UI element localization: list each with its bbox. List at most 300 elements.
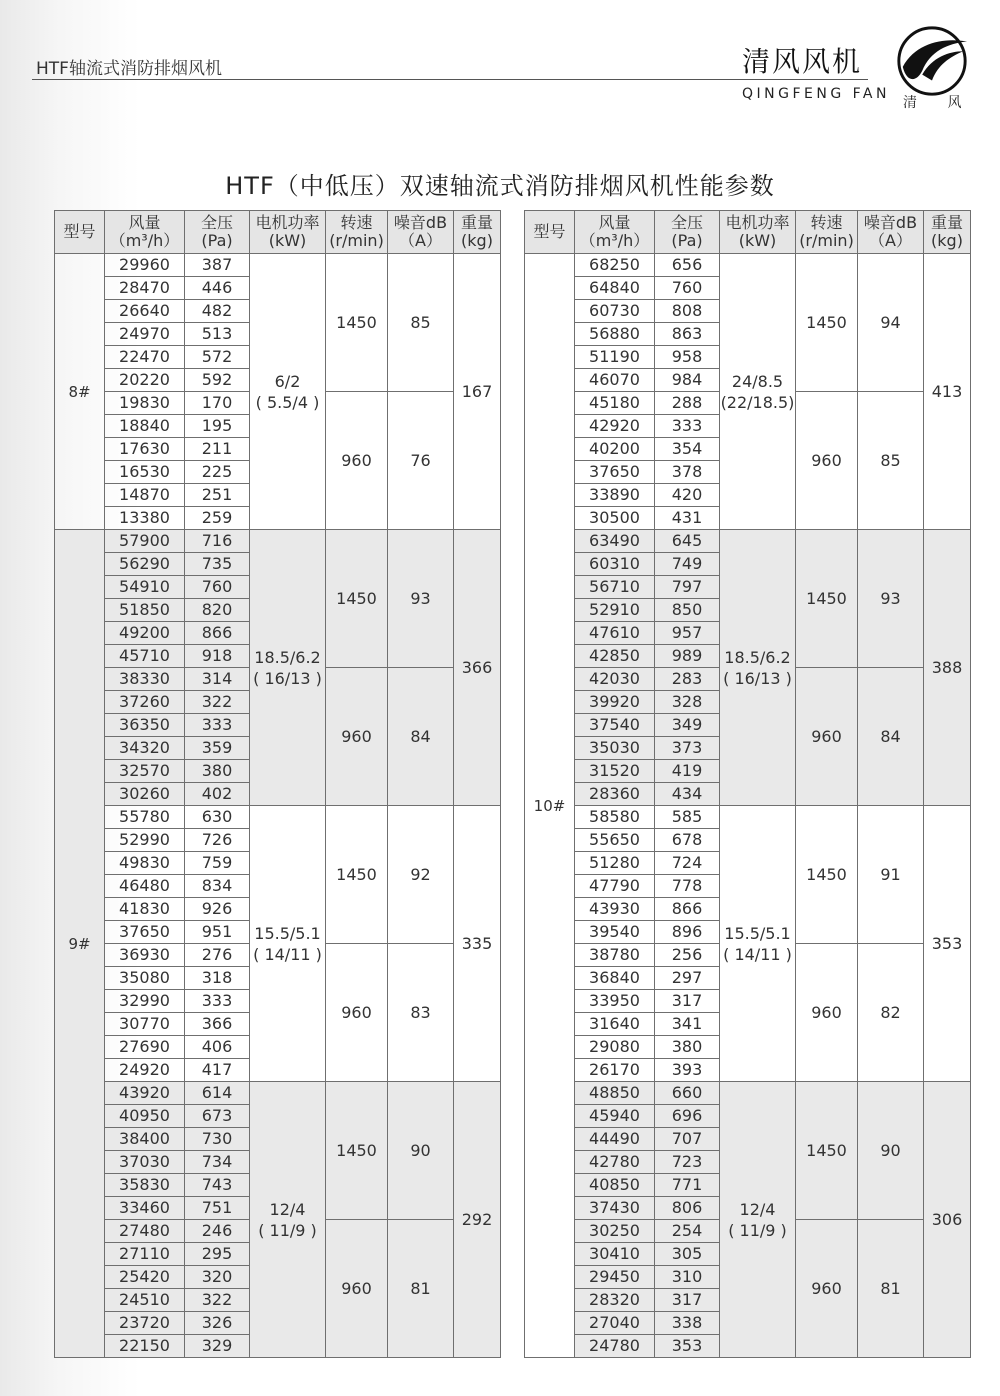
weight-cell: 353 [924, 806, 971, 1082]
pressure-cell: 329 [185, 1335, 250, 1358]
pressure-cell: 984 [655, 369, 720, 392]
pressure-cell: 482 [185, 300, 250, 323]
airflow-cell: 36350 [105, 714, 185, 737]
column-header-label: 型号 [63, 222, 96, 241]
airflow-cell: 30770 [105, 1013, 185, 1036]
speed-cell: 960 [326, 668, 388, 806]
airflow-cell: 42030 [575, 668, 655, 691]
speed-cell: 1450 [796, 530, 858, 668]
pressure-cell: 431 [655, 507, 720, 530]
airflow-cell: 37540 [575, 714, 655, 737]
table-row [525, 806, 971, 829]
pressure-cell: 866 [655, 898, 720, 921]
weight-cell: 388 [924, 530, 971, 806]
header-product-line: HTF轴流式消防排烟风机 [36, 59, 222, 79]
pressure-cell: 420 [655, 484, 720, 507]
pressure-cell: 259 [185, 507, 250, 530]
airflow-cell: 29080 [575, 1036, 655, 1059]
logo-caption: 清 风 [903, 95, 962, 111]
pressure-cell: 297 [655, 967, 720, 990]
speed-cell: 960 [326, 1220, 388, 1358]
column-header-unit: (kg) [931, 231, 963, 250]
airflow-cell: 19830 [105, 392, 185, 415]
table-row [55, 1082, 501, 1105]
pressure-cell: 850 [655, 599, 720, 622]
pressure-cell: 341 [655, 1013, 720, 1036]
column-header-label: 电机功率 [255, 213, 320, 232]
airflow-cell: 20220 [105, 369, 185, 392]
airflow-cell: 64840 [575, 277, 655, 300]
column-header [924, 211, 971, 254]
pressure-cell: 305 [655, 1243, 720, 1266]
pressure-cell: 314 [185, 668, 250, 691]
column-header-unit: (kW) [738, 231, 777, 250]
pressure-cell: 359 [185, 737, 250, 760]
model-cell: 9# [55, 530, 105, 1358]
column-header [655, 211, 720, 254]
pressure-cell: 863 [655, 323, 720, 346]
speed-cell: 960 [796, 1220, 858, 1358]
pressure-cell: 820 [185, 599, 250, 622]
airflow-cell: 43920 [105, 1082, 185, 1105]
motor-power-value: 12/4 [739, 1199, 776, 1219]
airflow-cell: 42920 [575, 415, 655, 438]
airflow-cell: 52990 [105, 829, 185, 852]
pressure-cell: 660 [655, 1082, 720, 1105]
airflow-cell: 28320 [575, 1289, 655, 1312]
airflow-cell: 34320 [105, 737, 185, 760]
airflow-cell: 40950 [105, 1105, 185, 1128]
pressure-cell: 630 [185, 806, 250, 829]
airflow-cell: 39540 [575, 921, 655, 944]
speed-cell: 960 [796, 944, 858, 1082]
airflow-cell: 36840 [575, 967, 655, 990]
pressure-cell: 735 [185, 553, 250, 576]
noise-cell: 92 [388, 806, 454, 944]
column-header [454, 211, 501, 254]
pressure-cell: 276 [185, 944, 250, 967]
motor-power-alt: ( 5.5/4 ) [255, 392, 320, 412]
airflow-cell: 57900 [105, 530, 185, 553]
noise-cell: 91 [858, 806, 924, 944]
speed-cell: 1450 [326, 254, 388, 392]
column-header-label: 风量 [128, 213, 161, 232]
pressure-cell: 288 [655, 392, 720, 415]
column-header-unit: (kW) [268, 231, 307, 250]
pressure-cell: 707 [655, 1128, 720, 1151]
weight-cell: 335 [454, 806, 501, 1082]
motor-power-cell [250, 254, 326, 530]
pressure-cell: 806 [655, 1197, 720, 1220]
pressure-cell: 734 [185, 1151, 250, 1174]
table-row [525, 530, 971, 553]
airflow-cell: 27690 [105, 1036, 185, 1059]
pressure-cell: 317 [655, 1289, 720, 1312]
airflow-cell: 30500 [575, 507, 655, 530]
motor-power-cell [720, 530, 796, 806]
airflow-cell: 45180 [575, 392, 655, 415]
airflow-cell: 49830 [105, 852, 185, 875]
airflow-cell: 18840 [105, 415, 185, 438]
pressure-cell: 317 [655, 990, 720, 1013]
pressure-cell: 246 [185, 1220, 250, 1243]
airflow-cell: 25420 [105, 1266, 185, 1289]
noise-cell: 84 [858, 668, 924, 806]
airflow-cell: 51190 [575, 346, 655, 369]
column-header-unit: （m³/h） [579, 231, 650, 250]
airflow-cell: 38400 [105, 1128, 185, 1151]
pressure-cell: 417 [185, 1059, 250, 1082]
pressure-cell: 333 [185, 990, 250, 1013]
column-header [525, 211, 575, 254]
pressure-cell: 951 [185, 921, 250, 944]
motor-power-value: 6/2 [274, 371, 301, 391]
airflow-cell: 24780 [575, 1335, 655, 1358]
pressure-cell: 572 [185, 346, 250, 369]
airflow-cell: 41830 [105, 898, 185, 921]
table-row [55, 530, 501, 553]
pressure-cell: 958 [655, 346, 720, 369]
pressure-cell: 673 [185, 1105, 250, 1128]
airflow-cell: 37430 [575, 1197, 655, 1220]
airflow-cell: 30260 [105, 783, 185, 806]
column-header-label: 型号 [533, 222, 566, 241]
speed-cell: 1450 [796, 1082, 858, 1220]
pressure-cell: 393 [655, 1059, 720, 1082]
motor-power-alt: ( 14/11 ) [253, 944, 322, 964]
pressure-cell: 349 [655, 714, 720, 737]
airflow-cell: 17630 [105, 438, 185, 461]
speed-cell: 960 [796, 392, 858, 530]
pressure-cell: 251 [185, 484, 250, 507]
airflow-cell: 37650 [105, 921, 185, 944]
pressure-cell: 378 [655, 461, 720, 484]
motor-power-cell [250, 1082, 326, 1358]
airflow-cell: 44490 [575, 1128, 655, 1151]
airflow-cell: 29450 [575, 1266, 655, 1289]
pressure-cell: 926 [185, 898, 250, 921]
pressure-cell: 354 [655, 438, 720, 461]
motor-power-value: 18.5/6.2 [724, 647, 791, 667]
airflow-cell: 27110 [105, 1243, 185, 1266]
pressure-cell: 730 [185, 1128, 250, 1151]
pressure-cell: 333 [185, 714, 250, 737]
noise-cell: 83 [388, 944, 454, 1082]
airflow-cell: 13380 [105, 507, 185, 530]
airflow-cell: 37650 [575, 461, 655, 484]
column-header-unit: (r/min) [329, 231, 384, 250]
pressure-cell: 716 [185, 530, 250, 553]
pressure-cell: 446 [185, 277, 250, 300]
airflow-cell: 49200 [105, 622, 185, 645]
header-row [55, 211, 501, 254]
airflow-cell: 31640 [575, 1013, 655, 1036]
airflow-cell: 68250 [575, 254, 655, 277]
airflow-cell: 27040 [575, 1312, 655, 1335]
table-row [525, 254, 971, 277]
motor-power-alt: ( 11/9 ) [728, 1220, 787, 1240]
pressure-cell: 696 [655, 1105, 720, 1128]
speed-cell: 1450 [326, 1082, 388, 1220]
model-cell: 8# [55, 254, 105, 530]
airflow-cell: 29960 [105, 254, 185, 277]
speed-cell: 960 [326, 392, 388, 530]
spec-table-left [54, 210, 501, 1358]
pressure-cell: 678 [655, 829, 720, 852]
brand-name-cn: 清风风机 [742, 45, 863, 78]
airflow-cell: 60310 [575, 553, 655, 576]
noise-cell: 93 [858, 530, 924, 668]
weight-cell: 306 [924, 1082, 971, 1358]
airflow-cell: 40200 [575, 438, 655, 461]
airflow-cell: 56880 [575, 323, 655, 346]
speed-cell: 1450 [796, 254, 858, 392]
airflow-cell: 30410 [575, 1243, 655, 1266]
column-header-unit: (Pa) [201, 231, 233, 250]
column-header-unit: （m³/h） [109, 231, 180, 250]
column-header [858, 211, 924, 254]
column-header-label: 转速 [810, 213, 843, 232]
weight-cell: 413 [924, 254, 971, 530]
brand-name-en: QINGFENG FAN [742, 86, 890, 102]
airflow-cell: 45940 [575, 1105, 655, 1128]
motor-power-cell [250, 530, 326, 806]
pressure-cell: 402 [185, 783, 250, 806]
airflow-cell: 39920 [575, 691, 655, 714]
pressure-cell: 760 [185, 576, 250, 599]
pressure-cell: 318 [185, 967, 250, 990]
noise-cell: 81 [858, 1220, 924, 1358]
airflow-cell: 46480 [105, 875, 185, 898]
motor-power-value: 15.5/5.1 [724, 923, 791, 943]
pressure-cell: 751 [185, 1197, 250, 1220]
noise-cell: 94 [858, 254, 924, 392]
airflow-cell: 26170 [575, 1059, 655, 1082]
airflow-cell: 51850 [105, 599, 185, 622]
weight-cell: 167 [454, 254, 501, 530]
airflow-cell: 35080 [105, 967, 185, 990]
pressure-cell: 326 [185, 1312, 250, 1335]
pressure-cell: 328 [655, 691, 720, 714]
airflow-cell: 28470 [105, 277, 185, 300]
noise-cell: 82 [858, 944, 924, 1082]
noise-cell: 84 [388, 668, 454, 806]
airflow-cell: 23720 [105, 1312, 185, 1335]
pressure-cell: 771 [655, 1174, 720, 1197]
pressure-cell: 723 [655, 1151, 720, 1174]
pressure-cell: 320 [185, 1266, 250, 1289]
pressure-cell: 592 [185, 369, 250, 392]
motor-power-cell [250, 806, 326, 1082]
pressure-cell: 896 [655, 921, 720, 944]
airflow-cell: 26640 [105, 300, 185, 323]
airflow-cell: 48850 [575, 1082, 655, 1105]
airflow-cell: 36930 [105, 944, 185, 967]
motor-power-cell [720, 254, 796, 530]
column-header [55, 211, 105, 254]
noise-cell: 85 [858, 392, 924, 530]
airflow-cell: 27480 [105, 1220, 185, 1243]
pressure-cell: 322 [185, 691, 250, 714]
airflow-cell: 47790 [575, 875, 655, 898]
page-title: HTF（中低压）双速轴流式消防排烟风机性能参数 [225, 172, 775, 200]
pressure-cell: 808 [655, 300, 720, 323]
table-row [525, 1082, 971, 1105]
table-row [55, 806, 501, 829]
airflow-cell: 31520 [575, 760, 655, 783]
airflow-cell: 43930 [575, 898, 655, 921]
speed-cell: 960 [796, 668, 858, 806]
speed-cell: 1450 [326, 530, 388, 668]
pressure-cell: 254 [655, 1220, 720, 1243]
pressure-cell: 380 [655, 1036, 720, 1059]
pressure-cell: 760 [655, 277, 720, 300]
airflow-cell: 37260 [105, 691, 185, 714]
column-header-label: 噪音dB [863, 213, 918, 232]
pressure-cell: 225 [185, 461, 250, 484]
motor-power-value: 15.5/5.1 [254, 923, 321, 943]
pressure-cell: 749 [655, 553, 720, 576]
pressure-cell: 434 [655, 783, 720, 806]
pressure-cell: 283 [655, 668, 720, 691]
airflow-cell: 38330 [105, 668, 185, 691]
pressure-cell: 310 [655, 1266, 720, 1289]
pressure-cell: 170 [185, 392, 250, 415]
pressure-cell: 513 [185, 323, 250, 346]
pressure-cell: 918 [185, 645, 250, 668]
motor-power-value: 18.5/6.2 [254, 647, 321, 667]
column-header-label: 重量 [930, 213, 963, 232]
airflow-cell: 33890 [575, 484, 655, 507]
airflow-cell: 45710 [105, 645, 185, 668]
motor-power-alt: ( 16/13 ) [253, 668, 322, 688]
column-header [105, 211, 185, 254]
column-header-unit: (kg) [461, 231, 493, 250]
pressure-cell: 743 [185, 1174, 250, 1197]
pressure-cell: 834 [185, 875, 250, 898]
airflow-cell: 63490 [575, 530, 655, 553]
airflow-cell: 56290 [105, 553, 185, 576]
pressure-cell: 195 [185, 415, 250, 438]
pressure-cell: 759 [185, 852, 250, 875]
pressure-cell: 353 [655, 1335, 720, 1358]
pressure-cell: 366 [185, 1013, 250, 1036]
airflow-cell: 40850 [575, 1174, 655, 1197]
pressure-cell: 419 [655, 760, 720, 783]
column-header-label: 转速 [340, 213, 373, 232]
speed-cell: 960 [326, 944, 388, 1082]
column-header [326, 211, 388, 254]
pressure-cell: 724 [655, 852, 720, 875]
airflow-cell: 32990 [105, 990, 185, 1013]
motor-power-alt: ( 14/11 ) [723, 944, 792, 964]
airflow-cell: 22470 [105, 346, 185, 369]
airflow-cell: 32570 [105, 760, 185, 783]
airflow-cell: 60730 [575, 300, 655, 323]
airflow-cell: 52910 [575, 599, 655, 622]
column-header-unit: （A） [869, 231, 912, 250]
weight-cell: 366 [454, 530, 501, 806]
column-header-label: 重量 [460, 213, 493, 232]
airflow-cell: 42780 [575, 1151, 655, 1174]
pressure-cell: 957 [655, 622, 720, 645]
pressure-cell: 656 [655, 254, 720, 277]
airflow-cell: 37030 [105, 1151, 185, 1174]
column-header-label: 全压 [200, 213, 233, 232]
table-row [55, 254, 501, 277]
swoosh-logo-icon [893, 22, 971, 100]
column-header-unit: （A） [399, 231, 442, 250]
noise-cell: 90 [858, 1082, 924, 1220]
motor-power-alt: (22/18.5) [720, 392, 795, 412]
pressure-cell: 322 [185, 1289, 250, 1312]
pressure-cell: 614 [185, 1082, 250, 1105]
column-header [250, 211, 326, 254]
airflow-cell: 51280 [575, 852, 655, 875]
speed-cell: 1450 [326, 806, 388, 944]
airflow-cell: 24920 [105, 1059, 185, 1082]
pressure-cell: 989 [655, 645, 720, 668]
airflow-cell: 55650 [575, 829, 655, 852]
column-header-label: 噪音dB [393, 213, 448, 232]
motor-power-alt: ( 16/13 ) [723, 668, 792, 688]
airflow-cell: 24510 [105, 1289, 185, 1312]
airflow-cell: 47610 [575, 622, 655, 645]
column-header [185, 211, 250, 254]
pressure-cell: 645 [655, 530, 720, 553]
column-header-unit: (r/min) [799, 231, 854, 250]
airflow-cell: 16530 [105, 461, 185, 484]
weight-cell: 292 [454, 1082, 501, 1358]
airflow-cell: 14870 [105, 484, 185, 507]
airflow-cell: 54910 [105, 576, 185, 599]
pressure-cell: 866 [185, 622, 250, 645]
airflow-cell: 33460 [105, 1197, 185, 1220]
column-header-label: 风量 [598, 213, 631, 232]
motor-power-cell [720, 1082, 796, 1358]
noise-cell: 93 [388, 530, 454, 668]
speed-cell: 1450 [796, 806, 858, 944]
pressure-cell: 373 [655, 737, 720, 760]
airflow-cell: 30250 [575, 1220, 655, 1243]
motor-power-value: 12/4 [269, 1199, 306, 1219]
noise-cell: 90 [388, 1082, 454, 1220]
column-header [796, 211, 858, 254]
airflow-cell: 33950 [575, 990, 655, 1013]
column-header-unit: (Pa) [671, 231, 703, 250]
noise-cell: 76 [388, 392, 454, 530]
airflow-cell: 38780 [575, 944, 655, 967]
airflow-cell: 58580 [575, 806, 655, 829]
pressure-cell: 380 [185, 760, 250, 783]
pressure-cell: 338 [655, 1312, 720, 1335]
column-header-label: 电机功率 [725, 213, 790, 232]
pressure-cell: 778 [655, 875, 720, 898]
noise-cell: 85 [388, 254, 454, 392]
pressure-cell: 797 [655, 576, 720, 599]
airflow-cell: 46070 [575, 369, 655, 392]
model-cell: 10# [525, 254, 575, 1358]
noise-cell: 81 [388, 1220, 454, 1358]
airflow-cell: 55780 [105, 806, 185, 829]
motor-power-value: 24/8.5 [731, 371, 784, 391]
column-header-label: 全压 [670, 213, 703, 232]
motor-power-alt: ( 11/9 ) [258, 1220, 317, 1240]
pressure-cell: 387 [185, 254, 250, 277]
pressure-cell: 585 [655, 806, 720, 829]
pressure-cell: 256 [655, 944, 720, 967]
column-header [575, 211, 655, 254]
